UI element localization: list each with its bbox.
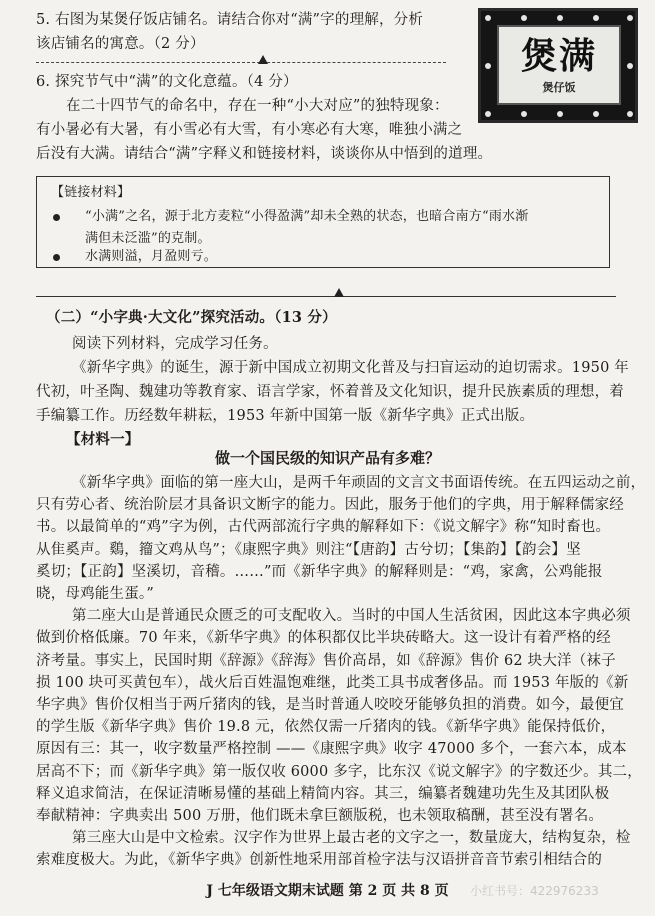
para-1-line-1: 《新华字典》的诞生，源于新中国成立初期文化普及与扫盲运动的迫切需求。1950 年 <box>72 360 630 376</box>
watermark-text: 小红书号：422976233 <box>470 884 599 898</box>
para-1-line-2: 代初，叶圣陶、魏建功等教育家、语言学家，怀着普及文化知识，提升民族素质的理想，着 <box>36 384 624 400</box>
material-1-label: 【材料一】 <box>66 431 140 448</box>
m1-line-14: 居高不下；而《新华字典》第一版仅收 6000 多字，比东汉《说文解字》的字数还少。其二， <box>36 763 642 780</box>
m1-line-1: 《新华字典》面临的第一座大山，是两千年顽固的文言文书面语传统。在五四运动之前， <box>72 475 646 491</box>
m1-line-2: 只有劳心者、统治阶层才具备识文断字的能力。因此，服务于他们的字典，用于解释儒家经 <box>36 497 624 514</box>
shop-sign-name: 煲满 <box>520 35 597 77</box>
material-1-title: 做一个国民级的知识产品有多难？ <box>214 449 440 467</box>
divider-marker-1 <box>258 55 268 64</box>
q5-line-2: 该店铺名的寓意。（2 分） <box>36 36 205 52</box>
m1-line-9: 济考量。事实上，民国时期《辞源》《辞海》售价高昂，如《辞源》售价 62 块大洋（袜子 <box>36 652 616 669</box>
bullet-icon <box>53 214 60 221</box>
divider-marker-2 <box>334 288 344 297</box>
m1-line-16: 奉献精神：字典卖出 500 万册，他们既未拿巨额版税，也未领取稿酬，甚至没有署名。 <box>36 808 604 824</box>
answer-divider-1 <box>36 62 446 63</box>
q6-line-2: 在二十四节气的命名中，存在一种“小大对应”的独特现象： <box>66 98 449 114</box>
m1-line-7: 第二座大山是普通民众匮乏的可支配收入。当时的中国人生活贫困，因此这本字典必须 <box>72 608 631 625</box>
link-material-title: 【链接材料】 <box>51 185 131 200</box>
link-material-box <box>36 176 610 268</box>
m1-line-8: 做到价格低廉。70 年来，《新华字典》的体积都仅比半块砖略大。这一设计有着严格的经 <box>36 630 612 647</box>
m1-line-10: 损 100 块可买黄包车），战火后百姓温饱难继，此类工具书成奢侈品。而 1953 年版的《新 <box>36 674 629 691</box>
q5-line-1: 5. 右图为某煲仔饭店铺名。请结合你对“满”字的理解，分析 <box>36 12 424 28</box>
m1-line-5: 奚切；【正韵】坚溪切，音稽。……”而《新华字典》的解释则是：“鸡，家禽，公鸡能报 <box>36 563 603 580</box>
para-1-line-3: 手编纂工作。历经数年耕耘，1953 年新中国第一版《新华字典》正式出版。 <box>36 408 535 424</box>
m1-line-17: 第三座大山是中文检索。汉字作为世界上最古老的文字之一，数量庞大，结构复杂，检 <box>72 830 631 847</box>
m1-line-4: 从隹奚声。鷄，籀文鸡从鸟”；《康熙字典》则注“【唐韵】古兮切；【集韵】【韵会】坚 <box>36 541 581 558</box>
m1-line-12: 的学生版《新华字典》售价 19.8 元，依然仅需一斤猪肉的钱。《新华字典》能保持低价， <box>36 719 616 736</box>
q6-line-4: 后没有大满。请结合“满”字释义和链接材料，谈谈你从中悟到的道理。 <box>36 146 493 162</box>
m1-line-3: 书。以最简单的“鸡”字为例，古代两部流行字典的解释如下：《说文解字》称“知时畜也。 <box>36 519 611 536</box>
section-2-intro: 阅读下列材料，完成学习任务。 <box>72 336 278 352</box>
link-item-2: 水满则溢，月盈则亏。 <box>85 249 218 264</box>
bullet-icon <box>53 254 60 261</box>
m1-line-11: 华字典》售价仅相当于两斤猪肉的钱，是当时普通人咬咬牙能够负担的消费。如今，最便宜 <box>36 697 624 713</box>
page-footer: J 七年级语文期末试题 第 2 页 共 8 页 <box>206 883 449 899</box>
m1-line-18: 索难度极大。为此，《新华字典》创新性地采用部首检字法与汉语拼音音节索引相结合的 <box>36 852 603 869</box>
shop-sign-subtitle: 煲仔饭 <box>542 81 576 94</box>
link-item-1b: 满但未泛滥”的克制。 <box>85 231 211 246</box>
q6-line-1: 6. 探究节气中“满”的文化意蕴。（4 分） <box>36 74 298 90</box>
section-2-heading: （二）“小字典·大文化”探究活动。（13 分） <box>46 309 337 326</box>
m1-line-13: 原因有三：其一，收字数量严格控制 ——《康熙字典》收字 47000 多个，一套六本，成本 <box>36 741 627 758</box>
link-item-1a: “小满”之名，源于北方麦粒“小得盈满”却未全熟的状态，也暗合南方“雨水渐 <box>85 209 529 224</box>
shop-sign-image <box>478 8 638 123</box>
section-divider <box>36 296 616 297</box>
m1-line-6: 晓，母鸡能生蛋。” <box>36 586 154 602</box>
q6-line-3: 有小暑必有大暑，有小雪必有大雪，有小寒必有大寒，唯独小满之 <box>36 122 463 138</box>
m1-line-15: 释义追求简洁，在保证清晰易懂的基础上精简内容。其三，编纂者魏建功先生及其团队极 <box>36 785 610 802</box>
